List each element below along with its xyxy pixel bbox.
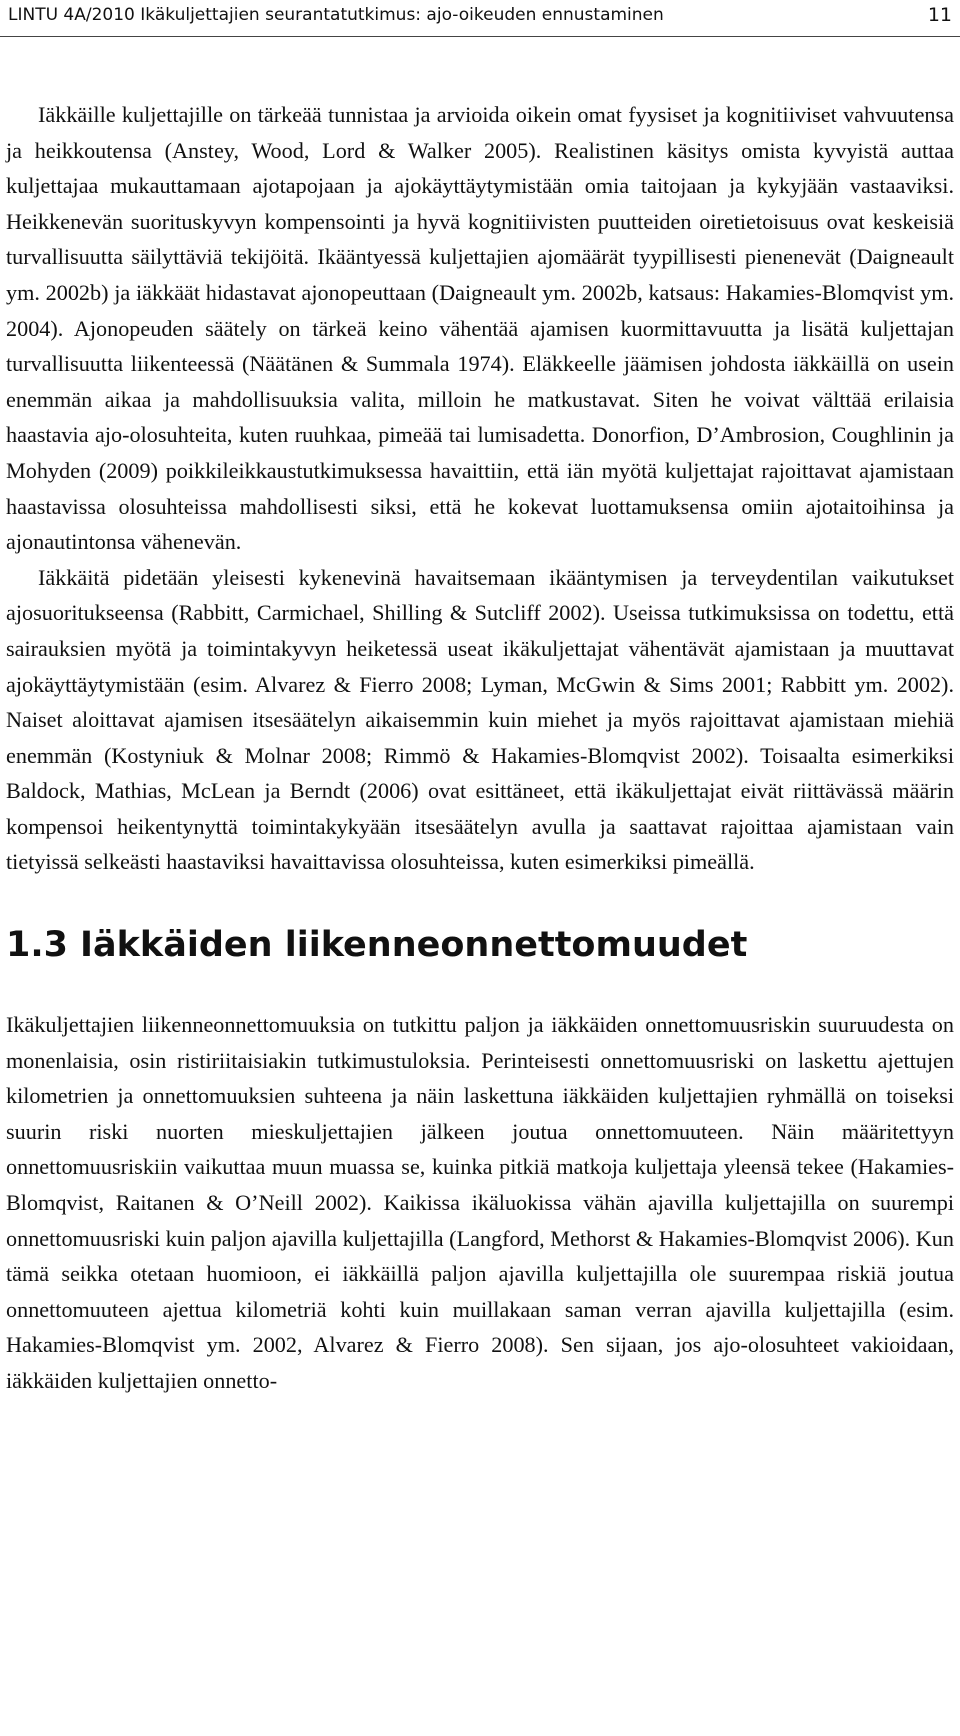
page-header [0, 0, 960, 37]
page-number: 11 [927, 4, 952, 26]
section-number: 1.3 [6, 925, 69, 966]
body-paragraph: Iäkkäille kuljettajille on tärkeää tunnistaa ja arvioida oikein omat fyysiset ja kognitiiviset vahvuutensa ja heikkoutensa (Anstey, Wood, Lord & Walker 2005). Realistinen käsitys omista kyvyistä auttaa kuljettajaa mukauttamaan ajotapojaan ja ajokäyttäytymistään omia taitojaan ja kykyjään vastaaviksi. Heikkenevän suorituskyvyn kompensointi ja hyvä kognitiivisten puutteiden oiretietoisuus ovat keskeisiä turvallisuutta säilyttäviä tekijöitä. Ikääntyessä kuljettajien ajomäärät tyypillisesti pienenevät (Daigneault ym. 2002b) ja iäkkäät hidastavat ajonopeuttaan (Daigneault ym. 2002b, katsaus: Hakamies-Blomqvist ym. 2004). Ajonopeuden säätely on tärkeä keino vähentää ajamisen kuormittavuutta ja lisätä kuljettajan turvallisuutta liikenteessä (Näätänen & Summala 1974). Eläkkeelle jäämisen johdosta iäkkäillä on usein enemmän aikaa ja mahdollisuuksia valita, milloin he matkustavat. Siten he voivat välttää erilaisia haastavia ajo-olosuhteita, kuten ruuhkaa, pimeää tai lumisadetta. Donorfion, D’Ambrosion, Coughlinin ja Mohyden (2009) poikkileikkaustutkimuksessa havaittiin, että iän myötä kuljettajat rajoittavat ajamistaan haastavissa olosuhteissa mahdollisesti siksi, että he kokevat luottamuksensa omiin ajotaitoihinsa ja ajonautintonsa vähenevän. [6, 102, 954, 555]
running-title: LINTU 4A/2010 Ikäkuljettajien seurantatutkimus: ajo-oikeuden ennustaminen [8, 5, 664, 25]
section-heading [6, 880, 954, 1007]
body-paragraph: Iäkkäitä pidetään yleisesti kykenevinä havaitsemaan ikääntymisen ja terveydentilan vaikutukset ajosuoritukseensa (Rabbitt, Carmichael, Shilling & Sutcliff 2002). Useissa tutkimuksissa on todettu, että sairauksien myötä ja toimintakyvyn heiketessä useat ikäkuljettajat vähentävät ajamistaan ja muuttavat ajokäyttäytymistään (esim. Alvarez & Fierro 2008; Lyman, McGwin & Sims 2001; Rabbitt ym. 2002). Naiset aloittavat ajamisen itsesäätelyn aikaisemmin kuin miehet ja myös rajoittavat ajamistaan miehiä enemmän (Kostyniuk & Molnar 2008; Rimmö & Hakamies-Blomqvist 2002). Toisaalta esimerkiksi Baldock, Mathias, McLean ja Berndt (2006) ovat esittäneet, että ikäkuljettajat eivät riittävässä määrin kompensoi heikentynyttä toimintakykyään itsesäätelyn avulla ja saattavat rajoittaa ajamistaan vain tietyissä selkeästi haastaviksi havaittavissa olosuhteissa, kuten esimerkiksi pimeällä. [6, 564, 954, 875]
section-paragraph: Ikäkuljettajien liikenneonnettomuuksia on tutkittu paljon ja iäkkäiden onnettomuusriskin suuruudesta on monenlaisia, osin ristiriitaisiakin tutkimustuloksia. Perinteisesti onnettomuusriski on laskettu ajettujen kilometrien ja onnettomuuksien suhteena ja näin laskettuna iäkkäiden kuljettajien ryhmällä on toiseksi suurin riski nuorten mieskuljettajien jälkeen joutua onnettomuuteen. Näin määritettyyn onnettomuusriskiin vaikuttaa muun muassa se, kuinka pitkiä matkoja kuljettaja yleensä tekee (Hakamies-Blomqvist, Raitanen & O’Neill 2002). Kaikissa ikäluokissa vähän ajavilla kuljettajilla on suurempi onnettomuusriski kuin paljon ajavilla kuljettajilla (Langford, Methorst & Hakamies-Blomqvist 2006). Kun tämä seikka otetaan huomioon, ei iäkkäillä paljon ajavilla kuljettajilla ole suurempaa riskiä joutua onnettomuuteen ajettua kilometriä kohti kuin muillakaan saman verran ajavilla kuljettajilla (esim. Hakamies-Blomqvist ym. 2002, Alvarez & Fierro 2008). Sen sijaan, jos ajo-olosuhteet vakioidaan, iäkkäiden kuljettajien onnetto- [6, 1012, 954, 1393]
section-title: Iäkkäiden liikenneonnettomuudet [80, 925, 748, 966]
page-body [6, 97, 954, 1399]
